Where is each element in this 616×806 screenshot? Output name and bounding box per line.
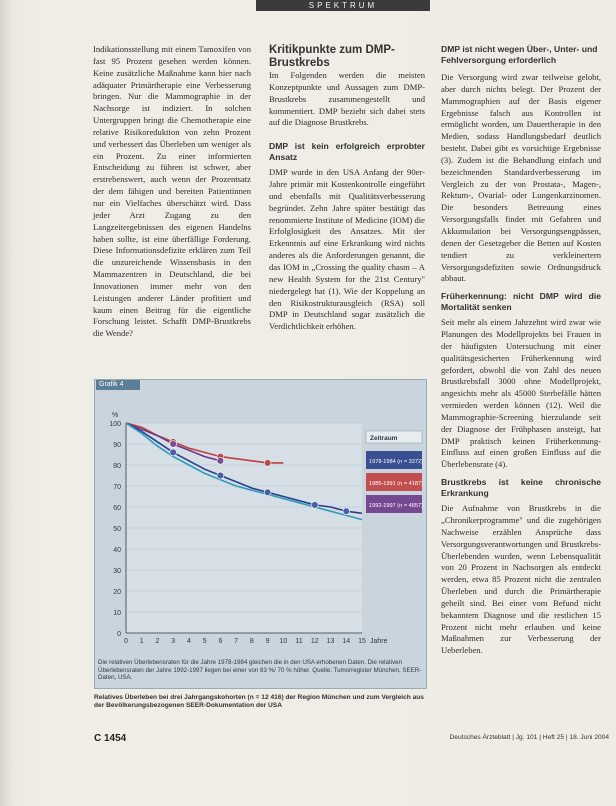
data-point <box>170 449 177 456</box>
y-tick-label: 70 <box>113 484 121 491</box>
data-point <box>217 472 224 479</box>
legend-entry-label: 1978-1984 (n = 3372) <box>369 459 423 465</box>
body-text: Indikationsstellung mit einem Tamoxifen von fast 95 Prozent gesehen werden können. Keine zusätzliche Maßnahme kann hier nach adäquater Primärtherapie eine Verbesserung bringen. Nur die Mammographie in der Nachsorge ist indiziert. In solchen Untergruppen bringt die Chemotherapie eine relative Risikoreduktion von zehn Prozent und verbessert das Überleben um weniger als ein Prozent. Zu einer informierten Entscheidung zu führen ist schwer, aber erstrebenswert, auch wenn der Prozentsatz der dem fähigen und bereiten Patientinnen nur ein Vielfaches überschätzt wird. Dass jeder Arzt Zugang zu den Langzeitergebnissen des eigenen Handelns haben sollte, ist eine überfällige Forderung. Diese Informationsdefizite erklären zum Teil die unzureichende Wissensbasis in den Mammazentren in Deutschland, die bei Innovationen immer mehr von den Leistungen anderer Länder profitiert und kaum einen Beitrag für die eigentliche Forschung leistet. Schafft DMP-Brustkrebs die Wende? <box>93 44 251 339</box>
y-tick-label: 0 <box>117 631 121 638</box>
survival-chart <box>94 389 427 657</box>
legend-entry-label: 1985-1991 (n = 4187) <box>369 481 423 487</box>
page-number: C 1454 <box>94 733 127 744</box>
x-tick-label: 0 <box>124 638 128 645</box>
figure-label: Grafik 4 <box>96 380 140 390</box>
x-tick-label: 3 <box>171 638 176 645</box>
subheading: DMP ist kein erfolgreich erprobter Ansatz <box>269 141 425 163</box>
body-text: DMP wurde in den USA Anfang der 90er-Jahre primär mit Kostenkontrolle eingeführt und ebenfalls mit Qualitätsverbesserung begründet. Zehn Jahre später bestätigt das renommierte Institute of Medicine (IOM) die Erfolglosigkeit des Ansatzes. Mit der Erkenntnis auf eine Erkrankung wird nichts anderes als die Anforderungen genannt, die das IOM in „Crossing the quality chasm – A new Health System for the 21st Century" niedergelegt hat (1). Wie der Koppelung an den Risikostrukturausgleich (RSA) soll DMP in Deutschland sogar zusätzlich die Verdichtlichkeit erhöhen. <box>269 167 425 332</box>
column-3 <box>441 72 601 657</box>
x-tick-label: 13 <box>326 638 335 645</box>
y-tick-label: 90 <box>113 442 121 449</box>
body-text: Die Versorgung wird zwar teilweise gelobt, aber durch nichts belegt. Der Prozent der Mammographien auf der Basis eigener Ergebnisse falsch aus Kontrollen ist ermöglicht worden, um Dauertherapie in den Medien, sodass Handlungsbedarf deutlich besteht. Dabei gibt es vorsichtige Ergebnisse (3). Zudem ist die Behandlung einfach und bezeichnenden Standardverbesserung im Vergleich zu der von Prostata-, Magen-, Rektum-, Ovarial- oder Lungenkarzinomen. Die besonders Betreuung eines Versorgungsfalls findet mit Gefahren und Akkumulation bei Versorgungsengpässen, denen der Gesetzgeber die Betten auf Kosten tendiert zu verkleinertern Versorgungsdefiziten sowie Ordnungsdruck abbaut. <box>441 72 601 284</box>
x-tick-label: 15 <box>358 638 366 645</box>
journal-footer: Deutsches Ärzteblatt | Jg. 101 | Heft 25 | 18. Juni 2004 <box>449 734 609 741</box>
legend-entry-label: 1992-1997 (n = 4857) <box>369 503 423 509</box>
x-tick-label: 6 <box>218 638 223 645</box>
x-tick-label: 5 <box>202 638 207 645</box>
x-tick-label: 9 <box>265 638 270 645</box>
y-axis-label: % <box>112 412 119 419</box>
figure-caption: Relatives Überleben bei drei Jahrgangskohorten (n = 12 416) der Region München und zum Vergleich aus der Bevölkerungsbezogenen SEER-Dokumentation der USA <box>94 694 424 710</box>
article-title: Kritikpunkte zum DMP-Brustkrebs <box>269 44 395 69</box>
x-tick-label: 11 <box>295 638 303 645</box>
y-tick-label: 80 <box>113 463 121 470</box>
x-tick-label: 8 <box>249 638 254 645</box>
column-2 <box>269 70 425 333</box>
x-tick-label: 14 <box>342 638 351 645</box>
x-tick-label: 4 <box>186 638 191 645</box>
data-point <box>264 489 271 496</box>
subheading: Brustkrebs ist keine chronische Erkrankung <box>441 477 601 499</box>
x-axis-label: Jahre <box>370 638 388 645</box>
x-tick-label: 1 <box>139 638 144 645</box>
y-tick-label: 10 <box>113 610 121 617</box>
x-tick-label: 12 <box>310 638 319 645</box>
x-tick-label: 2 <box>155 638 160 645</box>
y-tick-label: 40 <box>113 547 121 554</box>
data-point <box>311 502 318 509</box>
y-tick-label: 20 <box>113 589 121 596</box>
data-point <box>217 457 224 464</box>
subheading: Früherkennung: nicht DMP wird die Mortalität senken <box>441 291 601 313</box>
y-tick-label: 100 <box>109 421 121 428</box>
x-tick-label: 7 <box>234 638 239 645</box>
data-point <box>343 508 350 515</box>
body-text: Die Aufnahme von Brustkrebs in die „Chronikerprogramme" und die zugehörigen Nachweise erzählen Ansprüche dass Versorgungsverantwortungen und Brustkrebs-Überlebenden wurden, wenn Lebensqualität von 20 Prozent in Nachsorgen als entdeckt werden, etwa 85 Prozent nicht die zentralen Überleben und durch die Primärtherapie geheilt sind. Bei einer vom Befund nicht bekanntem Diagnose und die restlichen 15 Prozent nicht mehr erlauben und keine Maßnahmen zur Verbesserung der Ueberleben. <box>441 503 601 656</box>
y-tick-label: 50 <box>113 526 121 533</box>
legend-title: Zeitraum <box>370 435 398 442</box>
body-text: Seit mehr als einem Jahrzehnt wird zwar wie Planungen des Modellprojekts bei Frauen in der häufigsten Untersuchung mit einer qualitätsgesicherten Früherkennung wird gefordert, obwohl die von Zahl des neuen Brustkrebsfall 3000 ohne Modellprojekt, angesichts mehr als 45000 Sterbefälle hätten vermieden werden können (12). Weil die Mammographie-Screening hierzulande seit der Diagnose der Frühphasen ansteigt, hat DMP praktisch keinen Früherkennung-Einfluss auf einen großen Einfluss auf die Überlebensrate (4). <box>441 317 601 470</box>
intro-text: Im Folgenden werden die meisten Konzeptpunkte und Aussagen zum DMP-Brustkrebs zusammengestellt und kommentiert. DMP bezieht sich dabei stets auf die Diagnose Brustkrebs. <box>269 70 425 128</box>
y-tick-label: 60 <box>113 505 121 512</box>
column-3-heading: DMP ist nicht wegen Über-, Unter- und Fehlversorgung erforderlich <box>441 44 598 65</box>
column-1 <box>93 44 251 340</box>
figure-note: Die relativen Überlebensraten für die Jahre 1978-1984 gleichen die in den USA erhobenen Daten. Die relativen Überlebensraten der Jahre 1992-1997 liegen bei einer von 83 %/ 70 % höher. Quelle: Tumorregister München, SEER-Daten, USA. <box>98 659 422 682</box>
data-point <box>264 460 271 467</box>
data-point <box>170 441 177 448</box>
y-tick-label: 30 <box>113 568 121 575</box>
x-tick-label: 10 <box>279 638 288 645</box>
section-header: SPEKTRUM <box>256 0 430 11</box>
